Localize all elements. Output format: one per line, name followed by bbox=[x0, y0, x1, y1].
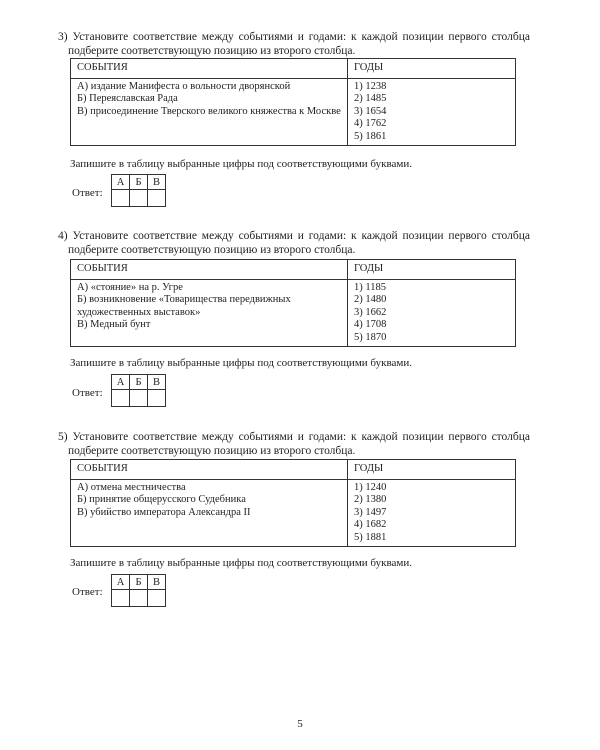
events-list bbox=[71, 279, 348, 347]
answer-cell[interactable] bbox=[112, 190, 130, 207]
task-number: 3) bbox=[58, 31, 68, 43]
year-item: 4) 1682 bbox=[354, 519, 387, 530]
year-item: 2) 1485 bbox=[354, 93, 387, 104]
task-4-question bbox=[58, 229, 530, 257]
answer-label: Ответ: bbox=[72, 387, 103, 399]
events-list bbox=[71, 78, 348, 146]
letter-cell: А bbox=[112, 375, 130, 390]
year-item: 2) 1480 bbox=[354, 294, 387, 305]
year-item: 1) 1185 bbox=[354, 281, 386, 293]
years-header: ГОДЫ bbox=[348, 260, 516, 280]
event-item: Б) возникновение «Товарищества передвижных художественных выставок» bbox=[77, 294, 291, 318]
task-number: 5) bbox=[58, 431, 68, 443]
task-3-answer-grid bbox=[111, 174, 166, 207]
event-item: В) присоединение Тверского великого княжества к Москве bbox=[77, 105, 341, 117]
event-item: А) «стояние» на р. Угре bbox=[77, 281, 183, 293]
years-header: ГОДЫ bbox=[348, 460, 516, 480]
letter-cell: Б bbox=[130, 175, 148, 190]
task-3-table bbox=[70, 58, 516, 146]
answer-cell[interactable] bbox=[130, 390, 148, 407]
event-item: В) убийство императора Александра II bbox=[77, 506, 251, 518]
year-item: 5) 1870 bbox=[354, 331, 387, 343]
event-item: Б) принятие общерусского Судебника bbox=[77, 494, 246, 505]
event-item: А) издание Манифеста о вольности дворянской bbox=[77, 80, 291, 92]
year-item: 3) 1662 bbox=[354, 306, 387, 318]
year-item: 4) 1708 bbox=[354, 319, 387, 330]
event-item: В) Медный бунт bbox=[77, 319, 151, 330]
events-header: СОБЫТИЯ bbox=[71, 59, 348, 79]
year-item: 5) 1861 bbox=[354, 130, 387, 142]
task-5-question bbox=[58, 430, 530, 458]
task-4-instruction: Запишите в таблицу выбранные цифры под соответствующими буквами. bbox=[70, 357, 412, 369]
task-5-answer-grid bbox=[111, 574, 166, 607]
years-list bbox=[348, 479, 516, 547]
events-list bbox=[71, 479, 348, 547]
answer-label: Ответ: bbox=[72, 586, 103, 598]
question-text: Установите соответствие между событиями и годами: к каждой позиции первого столбца подберите соответствующую позицию из второго столбца. bbox=[68, 230, 530, 256]
answer-cell[interactable] bbox=[112, 390, 130, 407]
year-item: 1) 1238 bbox=[354, 80, 387, 92]
letter-cell: Б bbox=[130, 575, 148, 590]
letter-cell: А bbox=[112, 175, 130, 190]
answer-label: Ответ: bbox=[72, 187, 103, 199]
letter-cell: В bbox=[148, 175, 166, 190]
answer-cell[interactable] bbox=[112, 590, 130, 607]
events-header: СОБЫТИЯ bbox=[71, 260, 348, 280]
year-item: 2) 1380 bbox=[354, 494, 387, 505]
year-item: 3) 1497 bbox=[354, 506, 387, 518]
task-5-instruction: Запишите в таблицу выбранные цифры под соответствующими буквами. bbox=[70, 557, 412, 569]
letter-cell: А bbox=[112, 575, 130, 590]
task-3-instruction: Запишите в таблицу выбранные цифры под соответствующими буквами. bbox=[70, 158, 412, 170]
answer-cell[interactable] bbox=[148, 390, 166, 407]
answer-cell[interactable] bbox=[130, 190, 148, 207]
answer-cell[interactable] bbox=[130, 590, 148, 607]
years-list bbox=[348, 78, 516, 146]
event-item: А) отмена местничества bbox=[77, 481, 186, 493]
letter-cell: Б bbox=[130, 375, 148, 390]
task-5-table bbox=[70, 459, 516, 547]
task-3-question bbox=[58, 30, 530, 58]
years-list bbox=[348, 279, 516, 347]
page-number: 5 bbox=[297, 718, 303, 730]
question-text: Установите соответствие между событиями и годами: к каждой позиции первого столбца подберите соответствующую позицию из второго столбца. bbox=[68, 431, 530, 457]
year-item: 3) 1654 bbox=[354, 105, 387, 117]
letter-cell: В bbox=[148, 575, 166, 590]
years-header: ГОДЫ bbox=[348, 59, 516, 79]
answer-cell[interactable] bbox=[148, 190, 166, 207]
year-item: 5) 1881 bbox=[354, 531, 387, 543]
events-header: СОБЫТИЯ bbox=[71, 460, 348, 480]
question-text: Установите соответствие между событиями и годами: к каждой позиции первого столбца подберите соответствующую позицию из второго столбца. bbox=[68, 31, 530, 57]
letter-cell: В bbox=[148, 375, 166, 390]
task-4-answer-grid bbox=[111, 374, 166, 407]
year-item: 4) 1762 bbox=[354, 118, 387, 129]
task-4-table bbox=[70, 259, 516, 347]
event-item: Б) Переяславская Рада bbox=[77, 93, 178, 104]
task-number: 4) bbox=[58, 230, 68, 242]
year-item: 1) 1240 bbox=[354, 481, 387, 493]
answer-cell[interactable] bbox=[148, 590, 166, 607]
